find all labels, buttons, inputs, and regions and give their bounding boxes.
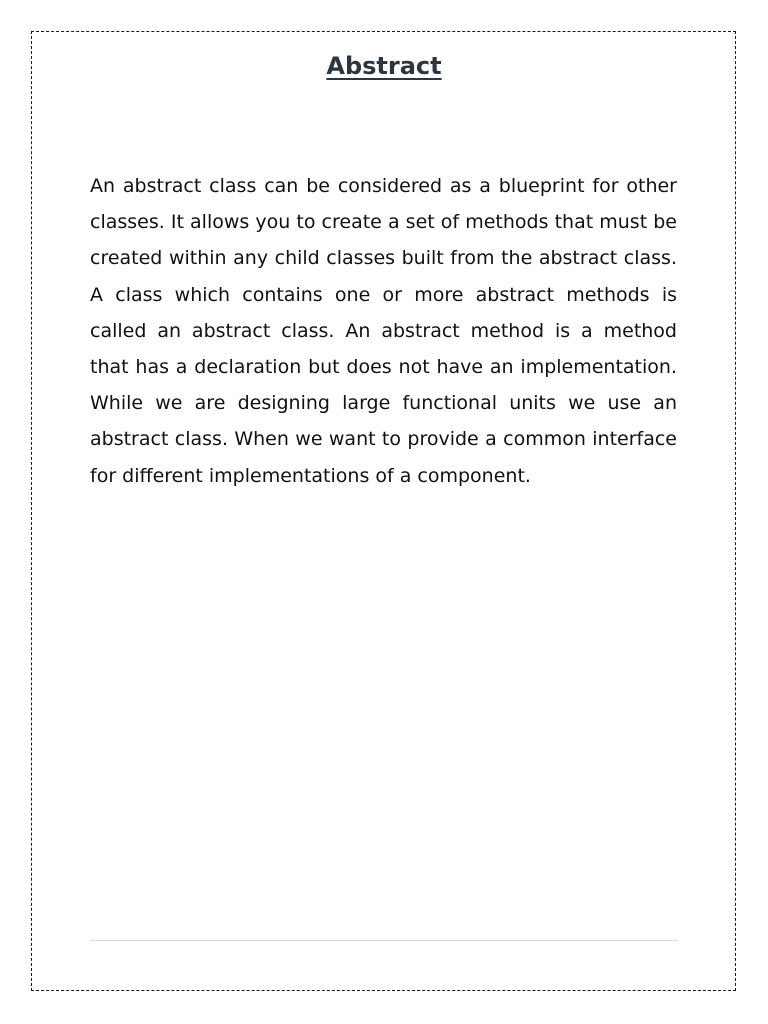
- body-paragraph: An abstract class can be considered as a blueprint for other classes. It allows you to create a set of methods that must be created within any child classes built from the abstract class. A class which contains one or more abstract methods is called an abstract class. An abstract method is a method that has a declaration but does not have an implementation. While we are designing large functional units we use an abstract class. When we want to provide a common interface for different implementations of a component.: [90, 175, 677, 487]
- page-title: [0, 50, 768, 82]
- footer-divider: [90, 940, 678, 941]
- page-title-text: Abstract: [326, 52, 442, 80]
